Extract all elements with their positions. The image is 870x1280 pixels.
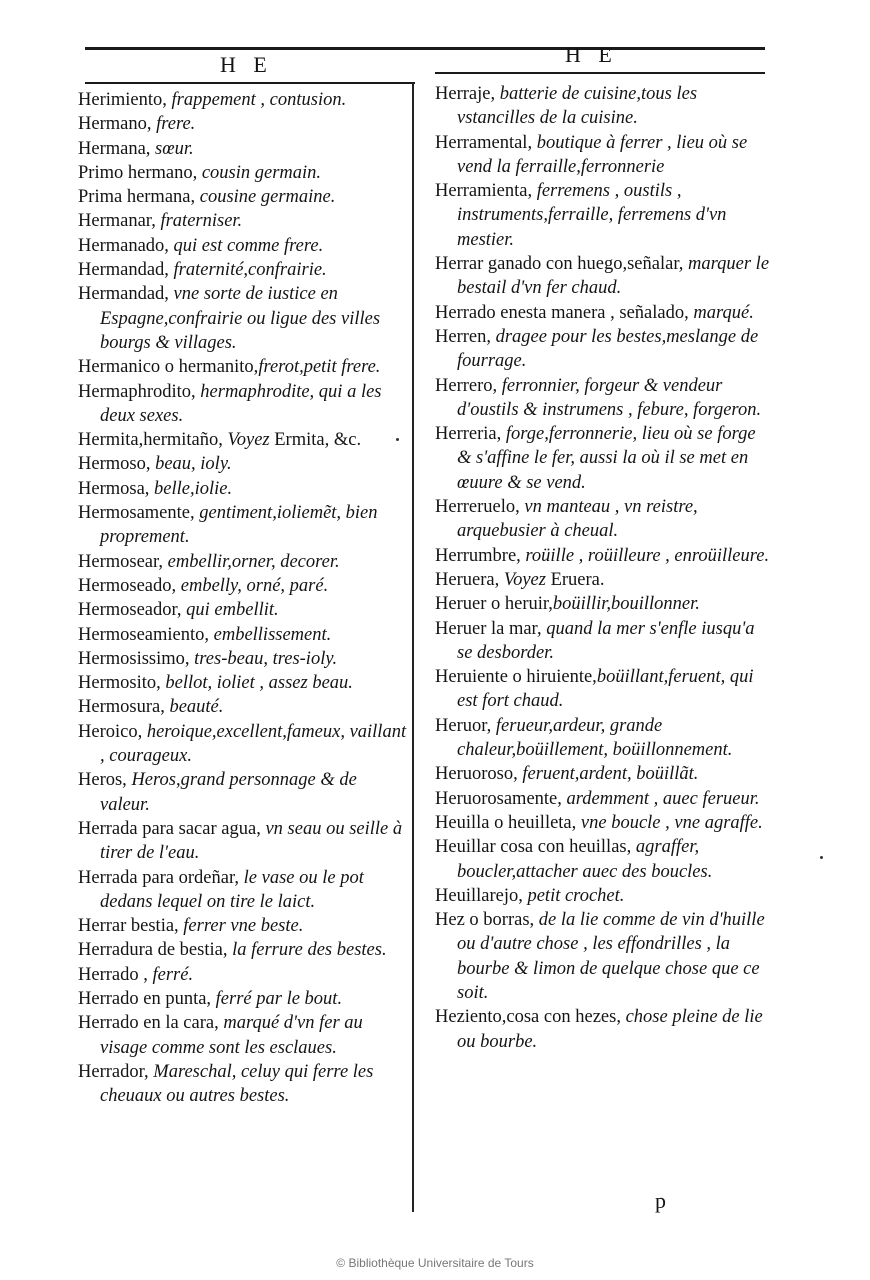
dictionary-entry [435, 131, 770, 180]
dictionary-entry [78, 963, 408, 987]
entry-headword: Hermosear, [78, 551, 168, 572]
running-header-right: H E [565, 42, 618, 67]
entry-headword: Herrar bestia, [78, 916, 184, 937]
entry-headword: Herrar ganado con huego,señalar, [435, 254, 689, 275]
dictionary-entry [435, 592, 770, 616]
entry-definition: Voyez [503, 569, 546, 590]
entry-headword: Herrado en punta, [78, 988, 216, 1009]
entry-definition: ferrer vne beste. [183, 916, 304, 937]
dictionary-entry [435, 495, 770, 544]
left-column [78, 88, 408, 1108]
entry-definition: beau, ioly. [155, 454, 232, 475]
dictionary-entry [78, 695, 408, 719]
dictionary-entry [78, 258, 408, 282]
entry-definition: dragee pour les bestes,meslange de fourrage. [457, 326, 759, 372]
entry-headword: Hermosamente, [78, 503, 200, 524]
entry-definition: boüillant,feruent, qui est fort chaud. [457, 667, 754, 712]
margin-speck [396, 438, 399, 441]
entry-headword: Heruer o heruir, [435, 594, 553, 615]
dictionary-entry [435, 908, 770, 1005]
right-column [435, 82, 770, 1054]
dictionary-entry [78, 428, 408, 452]
dictionary-entry [435, 617, 770, 666]
entry-definition: frere. [156, 114, 196, 135]
entry-headword: Herrumbre, [435, 545, 526, 566]
entry-definition: marqué. [693, 302, 754, 323]
entry-definition: feruent,ardent, boüillãt. [522, 764, 699, 785]
entry-definition: heroique,excellent,fameux, vaillant , courageux. [100, 721, 407, 767]
entry-headword: Hermanar, [78, 211, 161, 232]
entry-definition: ferré. [152, 964, 194, 985]
entry-headword: Hermandad, [78, 260, 174, 281]
dictionary-entry [78, 380, 408, 429]
dictionary-entry [78, 185, 408, 209]
top-rule [85, 47, 765, 50]
entry-headword: Hermoseamiento, [78, 624, 214, 645]
entry-headword: Hermita,hermitaño, [78, 430, 228, 451]
entry-headword: Hermosito, [78, 673, 166, 694]
dictionary-entry [435, 811, 770, 835]
dictionary-entry [78, 501, 408, 550]
entry-headword: Herreria, [435, 424, 506, 445]
entry-headword: Heuilla o heuilleta, [435, 812, 581, 833]
entry-definition: vn seau ou seille à tirer de l'eau. [100, 818, 403, 864]
entry-definition: marquer le bestail d'vn fer chaud. [457, 254, 770, 299]
entry-headword: Heruer la mar, [435, 618, 547, 639]
entry-headword: Hermoseado, [78, 575, 181, 596]
dictionary-entry [78, 161, 408, 185]
dictionary-entry [78, 1060, 408, 1109]
dictionary-entry [435, 714, 770, 763]
entry-definition: Heros,grand personnage & de valeur. [100, 770, 357, 815]
column-divider [412, 82, 414, 1212]
entry-definition: fraterniser. [160, 211, 243, 232]
entry-definition: cousine germaine. [199, 187, 336, 208]
entry-definition: ardemment , auec ferueur. [566, 788, 760, 809]
entry-headword: Hermoseador, [78, 600, 187, 621]
entry-definition: ferré par le bout. [215, 988, 343, 1009]
entry-headword: Hermanado, [78, 235, 174, 256]
dictionary-entry [435, 1005, 770, 1054]
entry-definition: boutique à ferrer , lieu où se vend la ferraille,ferronnerie [457, 132, 748, 177]
dictionary-entry [78, 647, 408, 671]
dictionary-entry [78, 914, 408, 938]
entry-definition: tres-beau, tres-ioly. [194, 648, 338, 669]
dictionary-entry [435, 568, 770, 592]
entry-headword: Heroico, [78, 721, 147, 742]
dictionary-entry [78, 574, 408, 598]
dictionary-entry [78, 234, 408, 258]
dictionary-entry [78, 768, 408, 817]
dictionary-entry [78, 987, 408, 1011]
entry-headword: Heuillar cosa con heuillas, [435, 837, 636, 858]
entry-definition: petit crochet. [527, 885, 625, 906]
entry-definition: ferueur,ardeur, grande chaleur,boüillement, boüillonnement. [457, 715, 733, 761]
dictionary-entry [78, 1011, 408, 1060]
entry-headword: Herrado , [78, 964, 153, 985]
copyright-footer: © Bibliothèque Universitaire de Tours [336, 1256, 534, 1270]
margin-speck [820, 856, 823, 859]
dictionary-entry [78, 355, 408, 379]
dictionary-entry [435, 665, 770, 714]
dictionary-entry [435, 82, 770, 131]
entry-definition: embellissement. [213, 624, 332, 645]
entry-definition: ferronnier, forgeur & vendeur d'oustils & instrumens , febure, forgeron. [457, 375, 762, 420]
dictionary-entry [435, 252, 770, 301]
running-header-left: H E [220, 52, 273, 77]
entry-headword: Herrado enesta manera , señalado, [435, 302, 694, 323]
entry-headword: Hez o borras, [435, 910, 539, 931]
entry-headword: Heruor, [435, 715, 496, 736]
entry-headword: Herrada para sacar agua, [78, 818, 266, 839]
entry-headword: Hermanico o hermanito, [78, 357, 259, 378]
entry-headword: Herimiento, [78, 90, 172, 110]
entry-headword: Hermaphrodito, [78, 381, 201, 402]
entry-crossref: Ermita, &c. [269, 430, 362, 451]
entry-headword: Heruera, [435, 569, 504, 590]
entry-headword: Herren, [435, 326, 496, 347]
entry-headword: Heruoroso, [435, 764, 523, 785]
dictionary-entry [78, 477, 408, 501]
entry-definition: belle,iolie. [154, 478, 233, 499]
dictionary-entry [78, 282, 408, 355]
entry-definition: vn manteau , vn reistre, arquebusier à cheual. [457, 497, 698, 542]
entry-headword: Hermano, [78, 114, 157, 135]
entry-definition: vne sorte de iustice en Espagne,confrairie ou ligue des villes bourgs & villages. [100, 284, 381, 353]
entry-headword: Herreruelo, [435, 497, 525, 518]
entry-headword: Heruiente o hiruiente, [435, 667, 597, 688]
dictionary-entry [78, 817, 408, 866]
signature-mark: p [655, 1188, 666, 1213]
entry-headword: Herradura de bestia, [78, 940, 233, 961]
entry-headword: Herrador, [78, 1061, 154, 1082]
entry-definition: fraternité,confrairie. [173, 260, 327, 281]
entry-headword: Herraje, [435, 84, 500, 104]
entry-headword: Hermosissimo, [78, 648, 195, 669]
entry-definition: sœur. [155, 138, 194, 159]
dictionary-entry [435, 544, 770, 568]
entry-definition: Mareschal, celuy qui ferre les cheuaux ou autres bestes. [100, 1061, 374, 1107]
dictionary-entry [78, 671, 408, 695]
entry-definition: qui est comme frere. [173, 235, 324, 256]
dictionary-entry [78, 137, 408, 161]
entry-definition: forge,ferronnerie, lieu où se forge & s'affine le fer, aussi la où il se met en œuure & se vend. [457, 424, 756, 493]
entry-definition: hermaphrodite, qui a les deux sexes. [100, 381, 382, 426]
dictionary-entry [435, 301, 770, 325]
entry-headword: Hermana, [78, 138, 156, 159]
dictionary-entry [78, 866, 408, 915]
entry-definition: qui embellit. [186, 600, 279, 621]
entry-headword: Prima hermana, [78, 187, 200, 208]
dictionary-entry [78, 623, 408, 647]
entry-headword: Heros, [78, 770, 132, 791]
entry-definition: la ferrure des bestes. [232, 940, 387, 961]
dictionary-entry [78, 112, 408, 136]
entry-headword: Heruorosamente, [435, 788, 567, 809]
entry-crossref: Eruera. [545, 569, 605, 590]
entry-definition: le vase ou le pot dedans lequel on tire le laict. [100, 867, 364, 912]
entry-definition: marqué d'vn fer au visage comme sont les esclaues. [100, 1013, 363, 1058]
dictionary-entry [78, 550, 408, 574]
entry-headword: Hermosa, [78, 478, 155, 499]
entry-headword: Herrada para ordeñar, [78, 867, 244, 888]
dictionary-entry [78, 720, 408, 769]
dictionary-entry [78, 452, 408, 476]
entry-definition: bellot, ioliet , assez beau. [165, 673, 353, 694]
entry-definition: batterie de cuisine,tous les vstancilles de la cuisine. [457, 84, 698, 129]
entry-definition: frappement , contusion. [171, 90, 347, 110]
right-header-rule [435, 72, 765, 74]
dictionary-entry [78, 598, 408, 622]
dictionary-entry [435, 179, 770, 252]
dictionary-entry [78, 209, 408, 233]
entry-definition: de la lie comme de vin d'huille ou d'autre chose , les effondrilles , la bourbe & limon de quelque chose que ce soit. [457, 910, 765, 1003]
dictionary-entry [435, 325, 770, 374]
entry-definition: frerot,petit frere. [258, 357, 381, 378]
entry-headword: Hermosura, [78, 697, 170, 718]
entry-definition: quand la mer s'enfle iusqu'a se desborder. [457, 618, 755, 663]
entry-definition: ferremens , oustils , instruments,ferraille, ferremens d'vn mestier. [457, 181, 727, 250]
entry-definition: Voyez [227, 430, 270, 451]
entry-definition: cousin germain. [201, 162, 322, 183]
dictionary-entry [435, 884, 770, 908]
entry-definition: beauté. [169, 697, 224, 718]
left-header-rule [85, 82, 415, 84]
entry-headword: Primo hermano, [78, 162, 202, 183]
dictionary-entry [78, 938, 408, 962]
entry-headword: Herramental, [435, 132, 537, 153]
entry-headword: Heuillarejo, [435, 885, 528, 906]
entry-definition: embelly, orné, paré. [180, 575, 329, 596]
entry-headword: Herrero, [435, 375, 502, 396]
dictionary-entry [435, 835, 770, 884]
dictionary-entry [435, 787, 770, 811]
entry-definition: agraffer, boucler,attacher auec des boucles. [457, 837, 713, 882]
entry-headword: Herrado en la cara, [78, 1013, 224, 1034]
entry-headword: Heziento,cosa con hezes, [435, 1007, 626, 1028]
dictionary-entry [435, 422, 770, 495]
entry-headword: Hermoso, [78, 454, 156, 475]
dictionary-entry [78, 88, 408, 112]
dictionary-entry [435, 762, 770, 786]
dictionary-entry [435, 374, 770, 423]
entry-headword: Hermandad, [78, 284, 174, 305]
entry-definition: embellir,orner, decorer. [167, 551, 340, 572]
entry-headword: Herramienta, [435, 181, 537, 202]
entry-definition: boüillir,bouillonner. [552, 594, 700, 615]
entry-definition: roüille , roüilleure , enroüilleure. [525, 545, 770, 566]
entry-definition: vne boucle , vne agraffe. [580, 812, 763, 833]
entry-definition: chose pleine de lie ou bourbe. [457, 1007, 763, 1052]
entry-definition: gentiment,ioliemẽt, bien proprement. [100, 503, 378, 548]
